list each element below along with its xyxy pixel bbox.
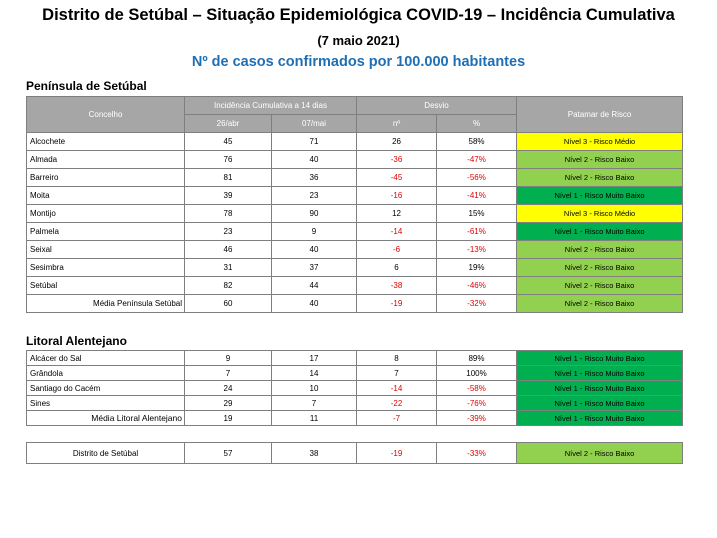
- table-row: [27, 205, 683, 223]
- deviation-pct-cell: -61%: [437, 223, 517, 241]
- incidence-may-cell: 11: [272, 411, 357, 426]
- deviation-n-cell: -19: [357, 295, 437, 313]
- deviation-n-cell: 26: [357, 133, 437, 151]
- deviation-pct-cell: -41%: [437, 187, 517, 205]
- risk-level-badge: Nível 3 - Risco Médio: [517, 133, 683, 151]
- incidence-may-cell: 44: [272, 277, 357, 295]
- deviation-n-cell: -14: [357, 223, 437, 241]
- incidence-may-cell: 17: [272, 351, 357, 366]
- deviation-pct-cell: -56%: [437, 169, 517, 187]
- table-row: [27, 381, 683, 396]
- risk-level-badge: Nível 1 - Risco Muito Baixo: [517, 411, 683, 426]
- incidence-apr-cell: 39: [185, 187, 272, 205]
- deviation-pct-cell: 15%: [437, 205, 517, 223]
- risk-level-badge: Nível 1 - Risco Muito Baixo: [517, 187, 683, 205]
- incidence-may-cell: 40: [272, 151, 357, 169]
- incidence-may-cell: 10: [272, 381, 357, 396]
- risk-level-badge: Nível 1 - Risco Muito Baixo: [517, 351, 683, 366]
- deviation-n-cell: 6: [357, 259, 437, 277]
- header-date-1: 26/abr: [185, 115, 272, 133]
- table-row: [27, 187, 683, 205]
- deviation-n-cell: -38: [357, 277, 437, 295]
- incidence-apr-cell: 24: [185, 381, 272, 396]
- incidence-may-cell: 7: [272, 396, 357, 411]
- deviation-pct-cell: 58%: [437, 133, 517, 151]
- deviation-pct-cell: -39%: [437, 411, 517, 426]
- average-row: [27, 443, 683, 464]
- average-row: [27, 295, 683, 313]
- table-row: [27, 259, 683, 277]
- incidence-may-cell: 40: [272, 241, 357, 259]
- header-concelho: Concelho: [27, 97, 185, 133]
- table-row: [27, 169, 683, 187]
- risk-level-badge: Nível 1 - Risco Muito Baixo: [517, 223, 683, 241]
- header-incidencia: Incidência Cumulativa a 14 dias: [185, 97, 357, 115]
- risk-level-badge: Nível 1 - Risco Muito Baixo: [517, 396, 683, 411]
- header-n: nº: [357, 115, 437, 133]
- deviation-n-cell: -36: [357, 151, 437, 169]
- concelho-cell: Média Litoral Alentejano: [27, 411, 185, 426]
- table-row: [27, 277, 683, 295]
- incidence-may-cell: 37: [272, 259, 357, 277]
- incidence-may-cell: 40: [272, 295, 357, 313]
- concelho-cell: Distrito de Setúbal: [27, 443, 185, 464]
- deviation-pct-cell: -32%: [437, 295, 517, 313]
- table-row: [27, 133, 683, 151]
- page-title: Distrito de Setúbal – Situação Epidemiológica COVID-19 – Incidência Cumulativa: [42, 6, 675, 24]
- deviation-pct-cell: -46%: [437, 277, 517, 295]
- header-pct: %: [437, 115, 517, 133]
- table-row: [27, 151, 683, 169]
- incidence-apr-cell: 9: [185, 351, 272, 366]
- litoral-table: [26, 350, 683, 426]
- incidence-may-cell: 71: [272, 133, 357, 151]
- deviation-n-cell: -6: [357, 241, 437, 259]
- deviation-n-cell: -45: [357, 169, 437, 187]
- incidence-may-cell: 23: [272, 187, 357, 205]
- incidence-apr-cell: 7: [185, 366, 272, 381]
- incidence-may-cell: 14: [272, 366, 357, 381]
- table-header-row: [27, 97, 683, 115]
- incidence-apr-cell: 78: [185, 205, 272, 223]
- incidence-apr-cell: 82: [185, 277, 272, 295]
- header-patamar: Patamar de Risco: [517, 97, 683, 133]
- header-date-2: 07/mai: [272, 115, 357, 133]
- deviation-n-cell: -14: [357, 381, 437, 396]
- incidence-apr-cell: 31: [185, 259, 272, 277]
- concelho-cell: Sines: [27, 396, 185, 411]
- incidence-apr-cell: 76: [185, 151, 272, 169]
- table-row: [27, 351, 683, 366]
- deviation-n-cell: -22: [357, 396, 437, 411]
- concelho-cell: Média Península Setúbal: [27, 295, 185, 313]
- incidence-apr-cell: 46: [185, 241, 272, 259]
- concelho-cell: Seixal: [27, 241, 185, 259]
- section-peninsula-heading: Península de Setúbal: [26, 79, 147, 93]
- risk-level-badge: Nível 1 - Risco Muito Baixo: [517, 366, 683, 381]
- risk-level-badge: Nível 2 - Risco Baixo: [517, 295, 683, 313]
- concelho-cell: Sesimbra: [27, 259, 185, 277]
- incidence-apr-cell: 23: [185, 223, 272, 241]
- concelho-cell: Palmela: [27, 223, 185, 241]
- deviation-n-cell: -7: [357, 411, 437, 426]
- risk-level-badge: Nível 2 - Risco Baixo: [517, 277, 683, 295]
- deviation-pct-cell: 19%: [437, 259, 517, 277]
- incidence-may-cell: 38: [272, 443, 357, 464]
- table-row: [27, 223, 683, 241]
- deviation-pct-cell: -33%: [437, 443, 517, 464]
- concelho-cell: Montijo: [27, 205, 185, 223]
- concelho-cell: Setúbal: [27, 277, 185, 295]
- table-row: [27, 241, 683, 259]
- section-litoral-heading: Litoral Alentejano: [26, 334, 127, 348]
- incidence-apr-cell: 60: [185, 295, 272, 313]
- incidence-apr-cell: 19: [185, 411, 272, 426]
- peninsula-table: [26, 96, 683, 313]
- deviation-pct-cell: -58%: [437, 381, 517, 396]
- deviation-n-cell: -16: [357, 187, 437, 205]
- risk-level-badge: Nível 2 - Risco Baixo: [517, 241, 683, 259]
- concelho-cell: Santiago do Cacém: [27, 381, 185, 396]
- deviation-pct-cell: -47%: [437, 151, 517, 169]
- risk-level-badge: Nível 2 - Risco Baixo: [517, 169, 683, 187]
- incidence-apr-cell: 81: [185, 169, 272, 187]
- table-row: [27, 366, 683, 381]
- deviation-pct-cell: 89%: [437, 351, 517, 366]
- incidence-may-cell: 9: [272, 223, 357, 241]
- concelho-cell: Barreiro: [27, 169, 185, 187]
- risk-level-badge: Nível 2 - Risco Baixo: [517, 443, 683, 464]
- concelho-cell: Moita: [27, 187, 185, 205]
- incidence-apr-cell: 57: [185, 443, 272, 464]
- deviation-pct-cell: 100%: [437, 366, 517, 381]
- table-row: [27, 396, 683, 411]
- average-row: [27, 411, 683, 426]
- deviation-n-cell: -19: [357, 443, 437, 464]
- page-subtitle: Nº de casos confirmados por 100.000 habitantes: [191, 54, 526, 70]
- deviation-pct-cell: -76%: [437, 396, 517, 411]
- header-desvio: Desvio: [357, 97, 517, 115]
- deviation-n-cell: 7: [357, 366, 437, 381]
- concelho-cell: Alcácer do Sal: [27, 351, 185, 366]
- risk-level-badge: Nível 2 - Risco Baixo: [517, 259, 683, 277]
- risk-level-badge: Nível 3 - Risco Médio: [517, 205, 683, 223]
- deviation-n-cell: 8: [357, 351, 437, 366]
- concelho-cell: Alcochete: [27, 133, 185, 151]
- incidence-apr-cell: 45: [185, 133, 272, 151]
- incidence-may-cell: 90: [272, 205, 357, 223]
- incidence-apr-cell: 29: [185, 396, 272, 411]
- concelho-cell: Grândola: [27, 366, 185, 381]
- district-table: [26, 442, 683, 464]
- deviation-n-cell: 12: [357, 205, 437, 223]
- report-date: (7 maio 2021): [317, 33, 400, 48]
- concelho-cell: Almada: [27, 151, 185, 169]
- risk-level-badge: Nível 2 - Risco Baixo: [517, 151, 683, 169]
- incidence-may-cell: 36: [272, 169, 357, 187]
- deviation-pct-cell: -13%: [437, 241, 517, 259]
- risk-level-badge: Nível 1 - Risco Muito Baixo: [517, 381, 683, 396]
